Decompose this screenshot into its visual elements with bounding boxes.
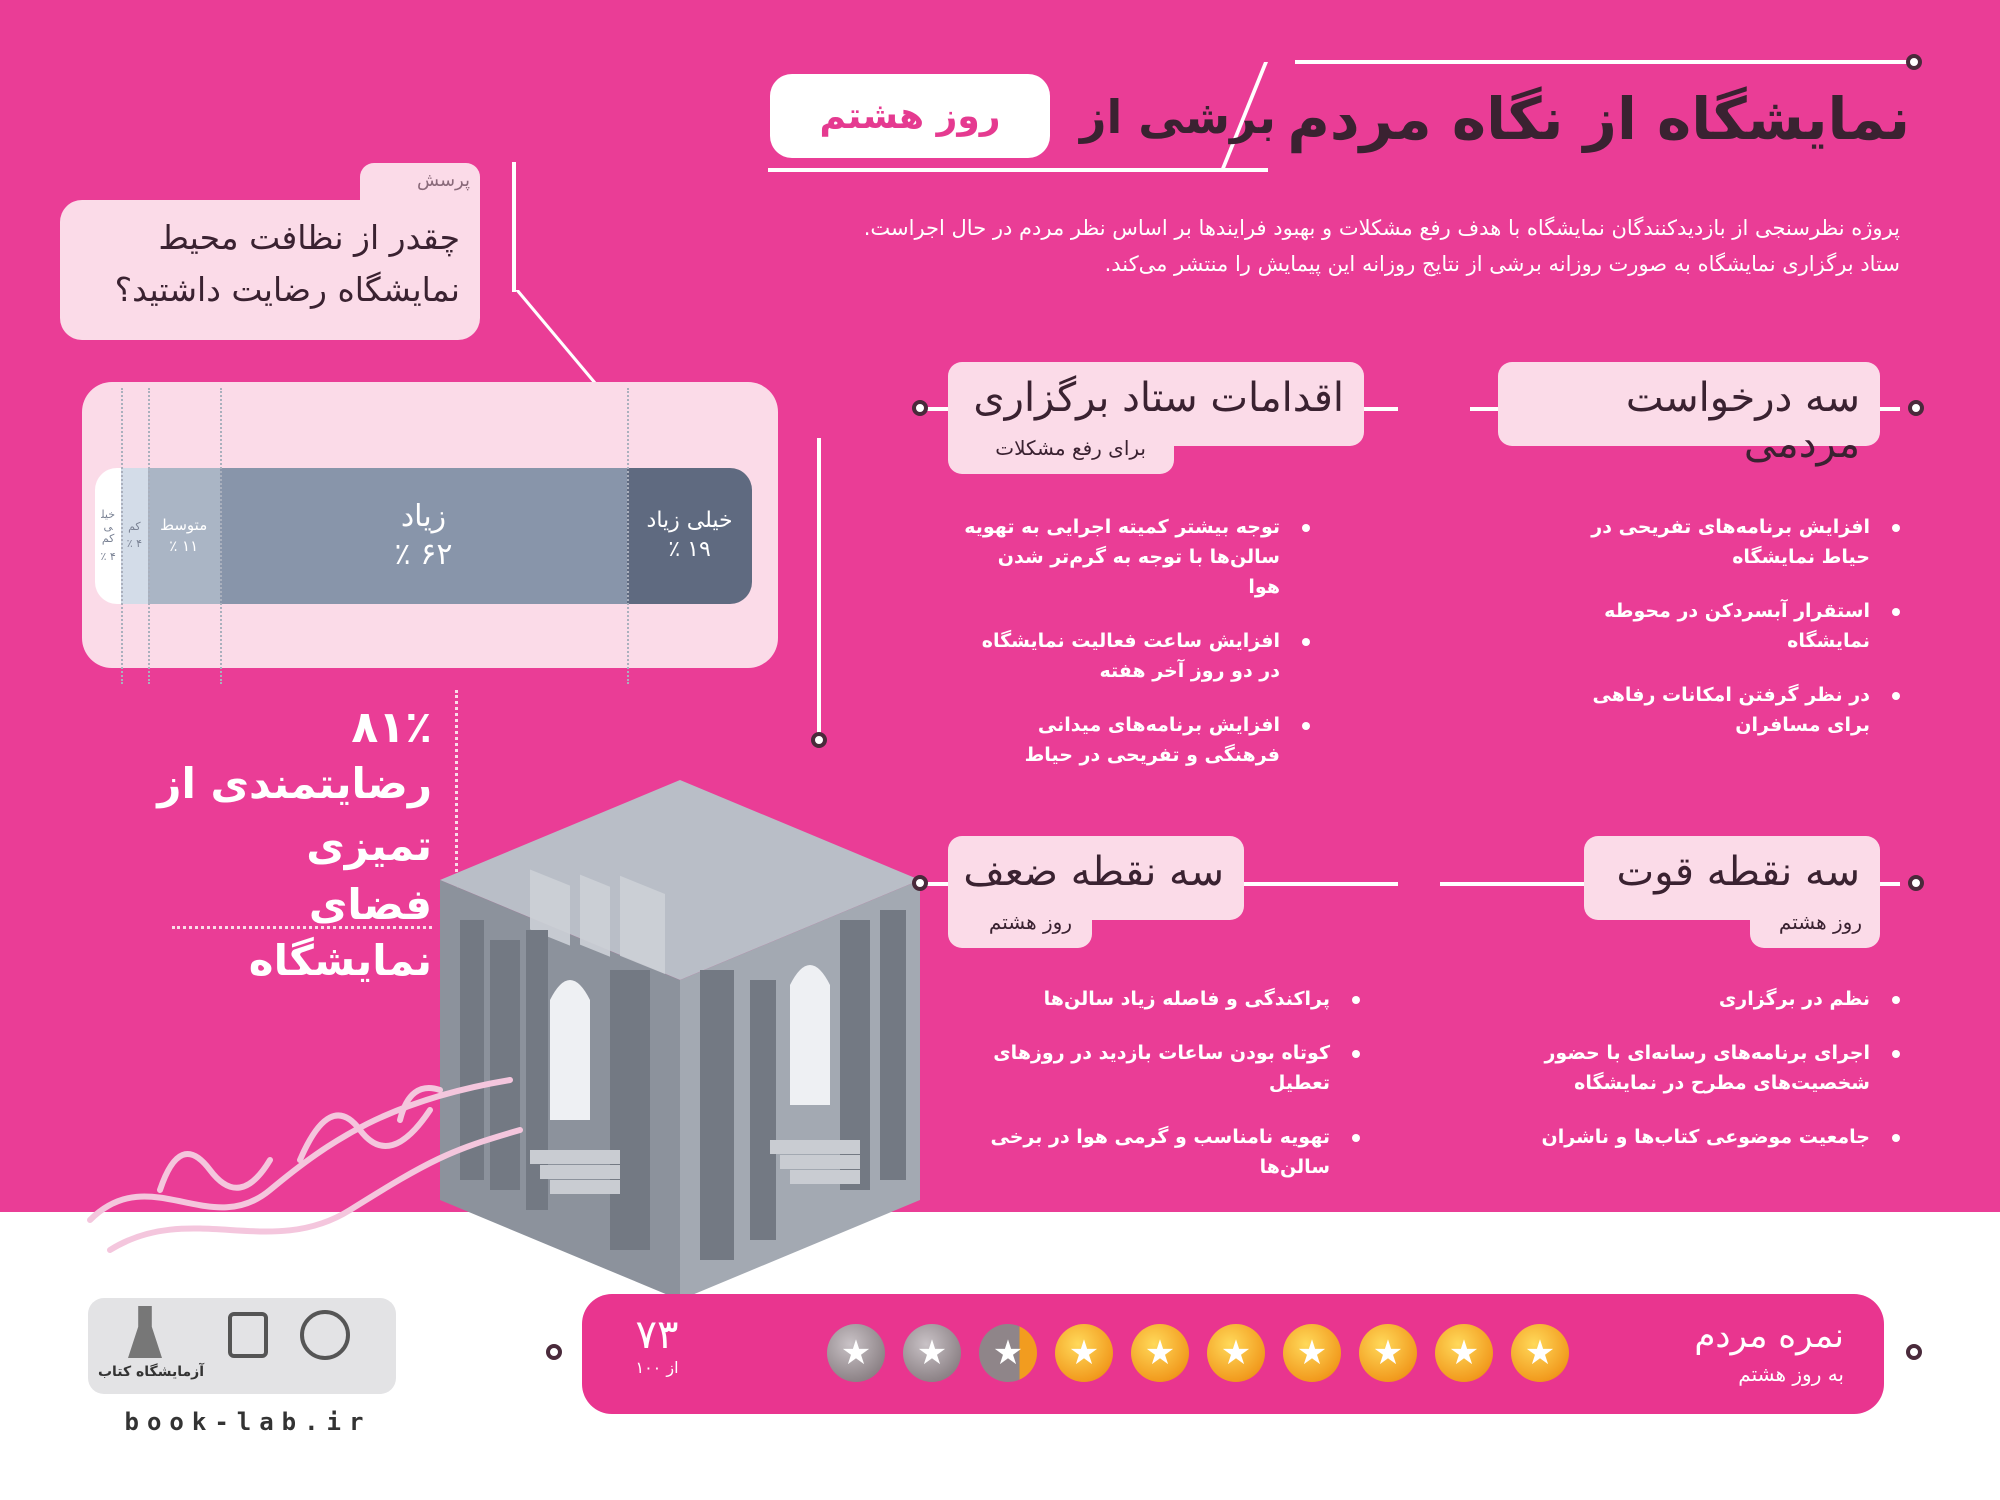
- satisfaction-line-1: رضایتمندی از تمیزی: [157, 759, 432, 870]
- header-line-dot: [1906, 54, 1922, 70]
- bar-segment-value: ۱۱ ٪: [169, 537, 199, 556]
- list-item: پراکندگی و فاصله زیاد سالن‌ها: [960, 984, 1360, 1014]
- intro-line-1: پروژه نظرسنجی از بازدیدکنندگان نمایشگاه با هدف رفع مشکلات و بهبود فرایندها بر اساس نظر مردم در حال اجراست.: [863, 216, 1900, 240]
- strengths-title: سه نقطه قوت: [1616, 849, 1860, 895]
- star-icon: ★: [1055, 1324, 1113, 1382]
- strengths-dot: [1908, 875, 1924, 891]
- list-item: تهویه نامناسب و گرمی هوا در برخی سالن‌ها: [960, 1122, 1360, 1182]
- weaknesses-title: سه نقطه ضعف: [963, 849, 1224, 895]
- connector-vertical-2: [817, 438, 821, 738]
- bar-segment-category: کم: [128, 520, 141, 534]
- bar-segment: [220, 468, 627, 604]
- list-item: کوتاه بودن ساعات بازدید در روزهای تعطیل: [960, 1038, 1360, 1098]
- question-line-1: چقدر از نظافت محیط: [158, 218, 460, 257]
- score-out-of: از ۱۰۰: [635, 1358, 679, 1377]
- actions-title: اقدامات ستاد برگزاری: [973, 375, 1344, 421]
- satisfaction-line-2: فضای نمایشگاه: [248, 880, 432, 985]
- list-item: اجرای برنامه‌های رسانه‌ای با حضور شخصیت‌های مطرح در نمایشگاه: [1540, 1038, 1900, 1098]
- satisfaction-stat: [120, 702, 432, 989]
- day-badge-label: روز هشتم: [819, 95, 1001, 137]
- intro-text: [720, 210, 1900, 282]
- star-icon: ★: [1511, 1324, 1569, 1382]
- weaknesses-dot: [912, 875, 928, 891]
- weaknesses-list: [960, 984, 1360, 1206]
- connector-dot: [811, 732, 827, 748]
- score-dot-left: [546, 1344, 562, 1360]
- score-label: نمره مردم: [1694, 1316, 1844, 1356]
- bar-segment-category: خیلی کم: [101, 508, 116, 546]
- score-label-block: [1640, 1316, 1844, 1386]
- list-item: افزایش ساعت فعالیت نمایشگاه در دو روز آخر هفته: [960, 626, 1310, 686]
- header-line-bottom: [768, 168, 1268, 172]
- star-icon: ★: [1207, 1324, 1265, 1382]
- strengths-subtitle: روز هشتم: [1778, 910, 1862, 934]
- strengths-list: [1540, 984, 1900, 1176]
- star-icon: ★: [1435, 1324, 1493, 1382]
- intro-line-2: ستاد برگزاری نمایشگاه به صورت روزانه برشی از نتایج روزانه این پیمایش را منتشر می‌کند.: [1104, 252, 1900, 276]
- bar-segment-value: ۴ ٪: [126, 537, 143, 551]
- score-sublabel: به روز هشتم: [1738, 1362, 1844, 1386]
- star-icon: ★: [1283, 1324, 1341, 1382]
- bar-guide-line: [220, 388, 222, 684]
- star-icon: ★: [903, 1324, 961, 1382]
- star-icon: ★: [827, 1324, 885, 1382]
- star-icon: ★: [1359, 1324, 1417, 1382]
- question-text: [80, 212, 460, 316]
- star-icon: ★: [1131, 1324, 1189, 1382]
- bar-segment-category: خیلی زیاد: [646, 507, 733, 533]
- list-item: افزایش برنامه‌های میدانی فرهنگی و تفریحی در حیاط: [960, 710, 1310, 770]
- lab-name: آزمایشگاه کتاب: [97, 1364, 204, 1380]
- list-item: جامعیت موضوعی کتاب‌ها و ناشران: [1540, 1122, 1900, 1152]
- question-line-2: نمایشگاه رضایت داشتید؟: [114, 270, 460, 309]
- book-house-logo-icon: [228, 1312, 268, 1358]
- list-item: استقرار آبسردکن در محوطه نمایشگاه: [1560, 596, 1900, 656]
- page-title: نمایشگاه از نگاه مردم: [1287, 85, 1910, 153]
- actions-subtitle: برای رفع مشکلات: [995, 436, 1146, 460]
- question-tag: پرسش: [417, 170, 470, 191]
- bar-segments: [95, 468, 752, 604]
- slice-of-label: برشی از: [1080, 90, 1276, 144]
- weaknesses-subtitle: روز هشتم: [988, 910, 1072, 934]
- list-item: افزایش برنامه‌های تفریحی در حیاط نمایشگاه: [1560, 512, 1900, 572]
- score-value: ۷۳: [635, 1312, 679, 1358]
- bar-guide-line: [121, 388, 123, 684]
- score-dot-right: [1906, 1344, 1922, 1360]
- bar-segment: [627, 468, 752, 604]
- stacked-bar: [95, 468, 752, 604]
- satisfaction-percent: ۸۱٪: [351, 702, 432, 753]
- actions-list: [960, 512, 1310, 794]
- bar-segment-value: ۶۲ ٪: [394, 536, 453, 572]
- day-badge: [770, 74, 1050, 158]
- bar-segment-value: ۴ ٪: [100, 549, 116, 563]
- tehran-book-fair-logo-icon: [300, 1310, 350, 1360]
- actions-dot: [912, 400, 928, 416]
- bar-segment: [121, 468, 147, 604]
- connector-vertical-1: [512, 162, 516, 292]
- requests-dot: [1908, 400, 1924, 416]
- bar-guide-line: [627, 388, 629, 684]
- bar-segment: [148, 468, 220, 604]
- header-line-top: [1295, 60, 1915, 64]
- calligraphy-artwork: [70, 1040, 540, 1270]
- bar-segment: [95, 468, 121, 604]
- list-item: توجه بیشتر کمیته اجرایی به تهویه سالن‌ها با توجه به گرم‌تر شدن هوا: [960, 512, 1310, 602]
- bar-segment-category: متوسط: [160, 515, 208, 534]
- score-value-block: [612, 1312, 702, 1377]
- bar-segment-value: ۱۹ ٪: [668, 536, 711, 562]
- website-link[interactable]: book-lab.ir: [124, 1408, 372, 1436]
- bar-segment-category: زیاد: [400, 498, 447, 534]
- requests-list: [1560, 512, 1900, 764]
- requests-title: سه درخواست مردمی: [1625, 375, 1860, 467]
- list-item: نظم در برگزاری: [1540, 984, 1900, 1014]
- bar-guide-line: [148, 388, 150, 684]
- list-item: در نظر گرفتن امکانات رفاهی برای مسافران: [1560, 680, 1900, 740]
- star-icon: ★: [979, 1324, 1037, 1382]
